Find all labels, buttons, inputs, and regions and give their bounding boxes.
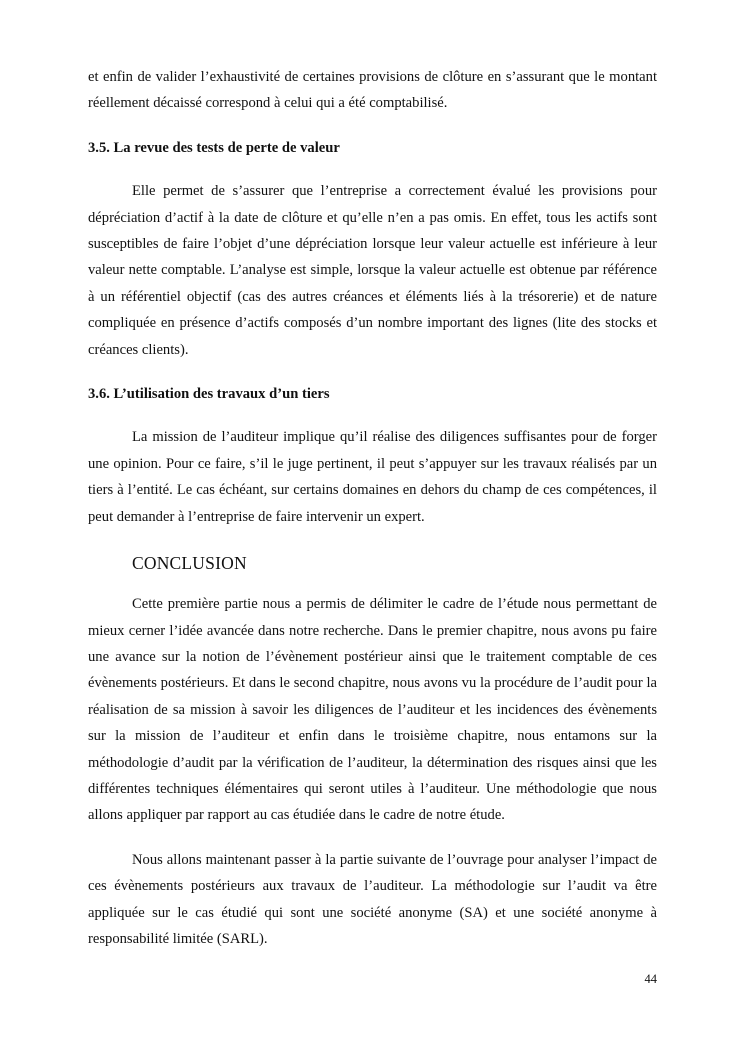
conclusion-heading: CONCLUSION bbox=[132, 553, 247, 574]
page-content bbox=[88, 64, 657, 952]
conclusion-paragraph-1: Cette première partie nous a permis de délimiter le cadre de l’étude nous permettant de mieux cerner l’idée avancée dans notre recherche. Dans le premier chapitre, nous avons pu faire une avance sur la notion de l’évènement postérieur ainsi que le traitement comptable de ces évènements postérieurs. Et dans le second chapitre, nous avons vu la procédure de l’audit pour la réalisation de sa mission à savoir les diligences de l’auditeur et les incidences des évènements sur la mission de l’auditeur et enfin dans le troisième chapitre, nous entamons sur la méthodologie d’audit par la vérification de l’auditeur, la détermination des risques ainsi que les différentes techniques élémentaires qui seront utiles à l’auditeur. Une méthodologie que nous allons appliquer par rapport au cas étudiée dans le cadre de notre étude. bbox=[88, 596, 657, 824]
page-number: 44 bbox=[644, 972, 657, 986]
conclusion-paragraph-2: Nous allons maintenant passer à la partie suivante de l’ouvrage pour analyser l’impact de ces évènements postérieurs aux travaux de l’auditeur. La méthodologie sur l’audit va être appliquée sur le cas étudié qui sont une société anonyme (SA) et une société anonyme à responsabilité limitée (SARL). bbox=[88, 851, 657, 947]
section-3-6-heading: 3.6. L’utilisation des travaux d’un tiers bbox=[88, 386, 330, 403]
section-3-5-heading: 3.5. La revue des tests de perte de valeur bbox=[88, 139, 340, 156]
intro-paragraph: et enfin de valider l’exhaustivité de certaines provisions de clôture en s’assurant que le montant réellement décaissé correspond à celui qui a été comptabilisé. bbox=[88, 69, 657, 112]
section-3-6-paragraph: La mission de l’auditeur implique qu’il réalise des diligences suffisantes pour de forger une opinion. Pour ce faire, s’il le juge pertinent, il peut s’appuyer sur les travaux réalisés par un tiers à l’entité. Le cas échéant, sur certains domaines en dehors du champ de ces compétences, il peut demander à l’entreprise de faire intervenir un expert. bbox=[88, 429, 657, 525]
section-3-5-paragraph: Elle permet de s’assurer que l’entreprise a correctement évalué les provisions pour dépréciation d’actif à la date de clôture et qu’elle n’en a pas omis. En effet, tous les actifs sont susceptibles de faire l’objet d’une dépréciation lorsque leur valeur actuelle est inférieure à leur valeur nette comptable. L’analyse est simple, lorsque la valeur actuelle est obtenue par référence à un référentiel objectif (cas des autres créances et éléments liés à la trésorerie) et de nature compliquée en présence d’actifs composés d’un nombre important des lignes (lite des stocks et créances clients). bbox=[88, 183, 657, 358]
